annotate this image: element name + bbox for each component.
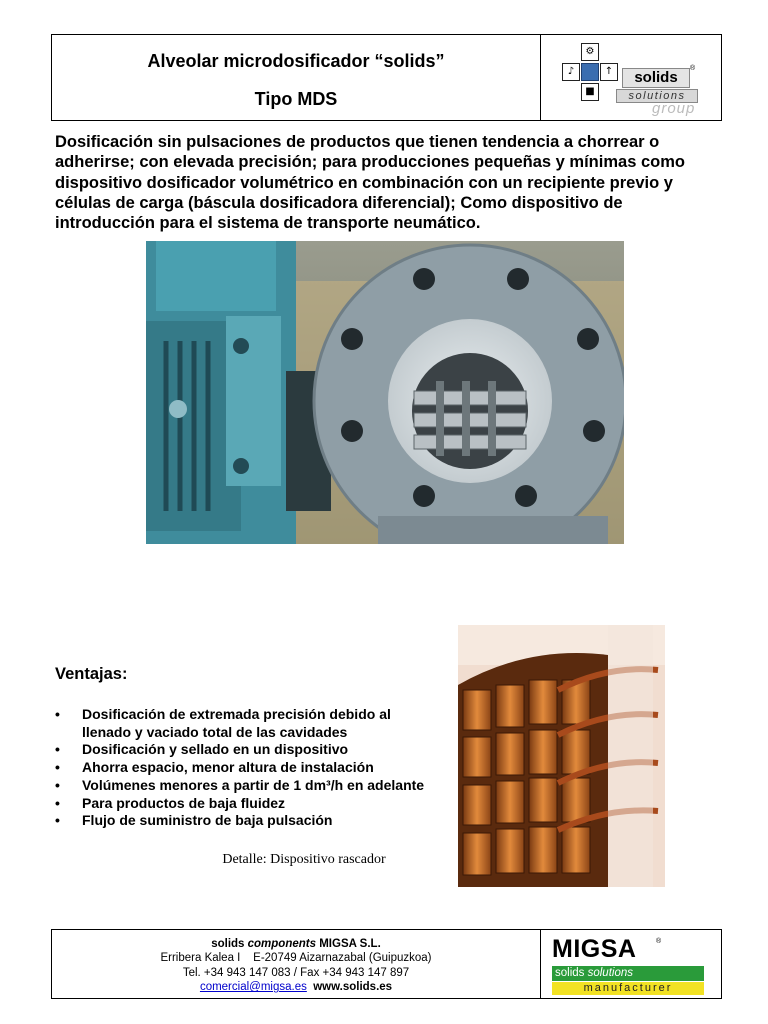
bullet-icon: • — [55, 812, 60, 829]
scraper-illustration — [458, 625, 665, 887]
bullet-icon: • — [55, 776, 60, 793]
migsa-registered-mark: ® — [656, 938, 662, 945]
migsa-role: manufacturer — [552, 982, 704, 995]
migsa-logo-name: MIGSA — [552, 935, 637, 963]
company-name: solids components MIGSA S.L. — [211, 938, 381, 950]
website-link[interactable]: www.solids.es — [313, 981, 393, 994]
list-item: • Flujo de suministro de baja pulsación — [55, 812, 333, 829]
logo-tile-icon: ⚙ — [581, 43, 599, 61]
logo-tile-icon: ↑ — [600, 63, 618, 81]
document-subtitle: Tipo MDS — [254, 89, 338, 109]
footer-contact — [52, 937, 540, 995]
bullet-icon: • — [55, 741, 60, 758]
bullet-icon: • — [55, 759, 60, 776]
migsa-tagline: solids solutions — [552, 966, 704, 981]
email-link[interactable]: comercial@migsa.es — [199, 981, 307, 994]
list-item: • Ahorra espacio, menor altura de instalación — [55, 759, 374, 776]
scraper-detail-photo — [458, 625, 665, 887]
migsa-logo — [552, 935, 707, 995]
microdosifier-illustration — [146, 241, 624, 544]
list-item: • Dosificación y sellado en un dispositivo — [55, 741, 349, 758]
list-item: • Volúmenes menores a partir de 1 dm³/h en adelante — [55, 776, 425, 793]
logo-word-solids: solids — [622, 68, 690, 88]
intro-paragraph: Dosificación sin pulsaciones de productos que tienen tendencia a chorrear o adherirse; con elevada precisión; para producciones pequeñas y mínimas como dispositivo dosificador volumétrico en combinación con un recipiente previo y células de carga (báscula dosificadora diferencial); Como dispositivo de introducción para el sistema de transporte neumático. — [55, 133, 685, 233]
advantages-list — [55, 706, 455, 830]
company-phone: Tel. +34 943 147 083 / Fax +34 943 147 897 — [182, 966, 410, 979]
list-item: • Dosificación de extremada precisión debido al llenado y vaciado total de las cavidades — [55, 706, 391, 740]
header-divider — [540, 35, 541, 120]
photo-caption: Detalle: Dispositivo rascador — [222, 852, 386, 867]
document-title: Alveolar microdosificador “solids” — [147, 51, 445, 71]
logo-tile-icon: ■ — [581, 83, 599, 101]
company-address: Erribera Kalea I E-20749 Aizarnazabal (Guipuzkoa) — [160, 952, 432, 965]
bullet-icon: • — [55, 794, 60, 811]
microdosifier-photo — [146, 241, 624, 544]
advantages-title: Ventajas: — [55, 665, 128, 683]
solids-group-logo — [560, 43, 712, 117]
logo-tile-icon — [581, 63, 599, 81]
logo-registered-mark: ® — [690, 65, 696, 72]
list-item: • Para productos de baja fluidez — [55, 794, 286, 811]
logo-word-solutions: solutions — [616, 89, 698, 103]
company-links — [52, 980, 540, 994]
footer-divider — [540, 930, 541, 998]
bullet-icon: • — [55, 706, 60, 722]
logo-icon-grid — [560, 43, 620, 109]
logo-tile-icon: ♪ — [562, 63, 580, 81]
header-box — [51, 34, 722, 121]
footer-box — [51, 929, 722, 999]
logo-word-group: group — [652, 100, 696, 117]
